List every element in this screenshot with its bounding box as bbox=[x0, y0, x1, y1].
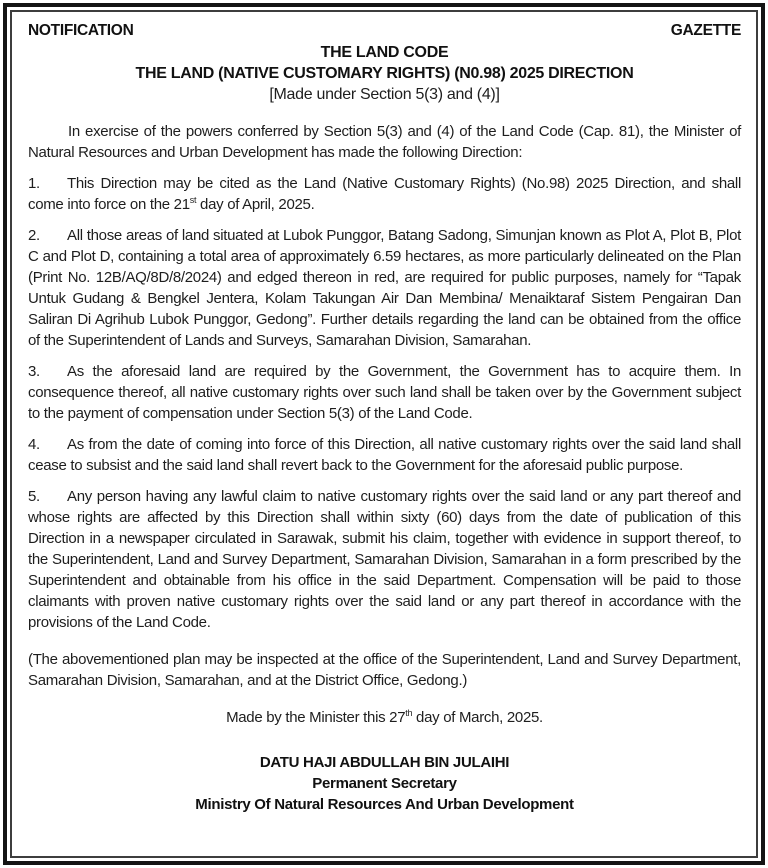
clause-3 bbox=[28, 361, 741, 424]
signatory-name: DATU HAJI ABDULLAH BIN JULAIHI bbox=[259, 754, 510, 771]
clause-1-text-after: day of April, 2025. bbox=[196, 196, 315, 213]
clause-5-number: 5. bbox=[28, 488, 40, 505]
made-under-note: [Made under Section 5(3) and (4)] bbox=[269, 86, 500, 103]
clause-2 bbox=[28, 225, 741, 351]
clause-5-text: Any person having any lawful claim to native customary rights over the said land or any part thereof and whose rights are affected by this Direction shall within sixty (60) days from the date of publication of this Direction in a newspaper circulated in Sarawak, submit his claim, together with evidence in support thereof, to the Superintendent, Land and Survey Department, Samarahan Division, Samarahan in a form prescribed by the Superintendent and obtainable from his office in the said Department. Compensation will be paid to those claimants with proven native customary rights over the said land or any part thereof in accordance with the provisions of the Land Code. bbox=[28, 488, 741, 631]
clause-4 bbox=[28, 434, 741, 476]
made-by-text-after: day of March, 2025. bbox=[412, 709, 543, 726]
gazette-label: GAZETTE bbox=[670, 22, 741, 39]
inner-border bbox=[10, 10, 758, 858]
document-subtitle: THE LAND (NATIVE CUSTOMARY RIGHTS) (N0.98) 2025 DIRECTION bbox=[135, 65, 634, 82]
document-content bbox=[12, 12, 756, 823]
masthead bbox=[28, 20, 741, 41]
clause-2-number: 2. bbox=[28, 227, 40, 244]
made-by-text: Made by the Minister this 27 bbox=[226, 709, 406, 726]
made-by-ordinal-superscript: th bbox=[405, 708, 413, 718]
clause-1-text: This Direction may be cited as the Land (Native Customary Rights) (No.98) 2025 Direction, and shall come into force on the 21 bbox=[28, 175, 741, 213]
notification-label: NOTIFICATION bbox=[28, 22, 134, 39]
clause-4-text: As from the date of coming into force of this Direction, all native customary rights over the said land shall cease to subsist and the said land shall revert back to the Government for the aforesaid public purpose. bbox=[28, 436, 741, 474]
clause-5 bbox=[28, 486, 741, 633]
outer-border bbox=[3, 3, 765, 865]
clause-1-ordinal-superscript: st bbox=[189, 195, 197, 205]
document-title: THE LAND CODE bbox=[320, 44, 449, 61]
clause-3-number: 3. bbox=[28, 363, 40, 380]
made-by-line bbox=[28, 707, 741, 728]
signatory-ministry: Ministry Of Natural Resources And Urban Development bbox=[195, 796, 574, 813]
clause-3-text: As the aforesaid land are required by the Government, the Government has to acquire them. In consequence thereof, all native customary rights over such land shall be taken over by the Government subject to the payment of compensation under Section 5(3) of the Land Code. bbox=[28, 363, 741, 422]
title-block bbox=[28, 42, 741, 105]
signatory-role: Permanent Secretary bbox=[312, 775, 457, 792]
plan-inspection-note: (The abovementioned plan may be inspected at the office of the Superintendent, Land and Survey Department, Samarahan Division, Samarahan, and at the District Office, Gedong.) bbox=[28, 651, 741, 689]
clause-1 bbox=[28, 173, 741, 215]
clause-2-text: All those areas of land situated at Lubok Punggor, Batang Sadong, Simunjan known as Plot A, Plot B, Plot C and Plot D, containing a total area of approximately 6.59 hectares, as more particularly delineated on the Plan (Print No. 12B/AQ/8D/8/2024) and edged thereon in red, are required for public purposes, namely for “Tapak Untuk Gudang & Bengkel Jentera, Kolam Takungan Air Dan Membina/ Menaiktaraf Sistem Pengairan Dan Saliran Di Agrihub Lubok Punggor, Gedong”. Further details regarding the land can be obtained from the office of the Superintendent of Lands and Surveys, Samarahan Division, Samarahan. bbox=[28, 227, 741, 349]
preamble-paragraph: In exercise of the powers conferred by Section 5(3) and (4) of the Land Code (Cap. 81), the Minister of Natural Resources and Urban Development has made the following Direction: bbox=[28, 123, 741, 161]
clause-1-number: 1. bbox=[28, 175, 40, 192]
clause-4-number: 4. bbox=[28, 436, 40, 453]
signature-block bbox=[28, 752, 741, 815]
